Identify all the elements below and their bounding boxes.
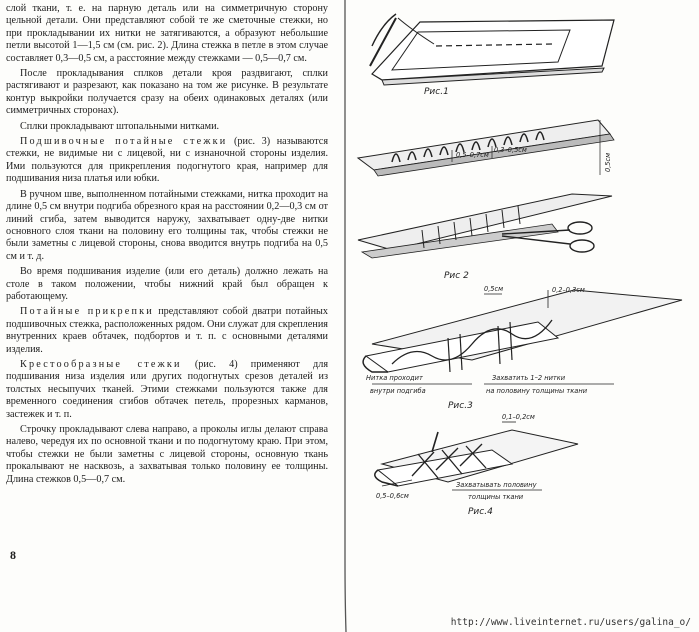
paragraph: После прокладывания сплков детали кроя раздвигают, сплки растягивают и разрезают, как показано на том же рисунке. В результате контур выкройки получается сразу на обеих одинаковых деталях (или симметричных сторонах).	[6, 68, 328, 117]
term: Подшивочные потайные стежки	[20, 136, 228, 148]
dimension-label: 0,1–0,2см	[502, 413, 535, 421]
figure-4	[352, 410, 698, 524]
paragraph: Во время подшивания изделие (или его деталь) должно лежать на столе в таком положении, чтобы нижний край был обращен к работающему.	[6, 266, 328, 302]
paragraph	[6, 306, 328, 356]
figure-2	[352, 100, 698, 290]
annotation: Нитка проходит	[366, 373, 423, 382]
annotation: толщины ткани	[468, 492, 524, 501]
paragraph: слой ткани, т. е. на парную деталь или на симметричную сторону цельной детали. Они представляют собой те же сметочные стежки, но при прокладывании их нитки не затягиваются, а образуют небольшие петли высотой 1—1,5 см (см. рис. 2). Длина стежка в петле в этом случае составляет 0,3—0,5 см, а расстояние между стежками — 0,5—0,7 см.	[6, 3, 328, 64]
paragraph-text: представляют собой дватри потайных подшивочных стежка, расположенных рядом. Они служат для скрепления внутренних краев обтачек, подбортов и т. п. с основными деталями изделия.	[6, 306, 328, 355]
term: Потайные прикрепки	[20, 306, 154, 318]
dimension-label: 0,5см	[604, 152, 612, 172]
paragraph: Строчку прокладывают слева направо, а проколы иглы делают справа налево, чередуя их по основной ткани и по подогнутому краю. При этом, чтобы стежки не были заметны с лицевой стороны, основную ткань прокалывают не насквозь, а захватывая только половину ее толщины. Длина стежков 0,5—0,7 см.	[6, 424, 328, 485]
paragraph: Сплки прокладывают штопальными нитками.	[20, 120, 220, 132]
paragraph-text: (рис. 3) называются стежки, не видимые ни с лицевой, ни с изнаночной стороны изделия. Ими пользуются для прикрепления подогнутого края, например для подшивания низа платья или юбки.	[6, 136, 329, 185]
paragraph: В ручном шве, выполненном потайными стежками, нитка проходит на длине 0,5 см внутри подгиба обрезного края на расстоянии 0,2—0,3 см от линий сгиба, затем выводится наружу, захватывает одну-две нитки основного слоя ткани на половину его толщины так, чтобы стежки не были заметны с лицевой стороны, снова вводится внутрь подгиба на 0,5 см и т. д.	[6, 188, 328, 262]
dimension-label: 0,3–0,5см	[494, 146, 527, 154]
paragraph-text: (рис. 4) применяют для подшивания низа изделия или других подогнутых срезов деталей из толстых несыпучих тканей. Этими стежками пользуются также для временного соединения сгибов обтачек петель, прорезных карманов, застежек и т. п.	[6, 358, 329, 420]
dimension-label: 0,2–0,3см	[552, 286, 585, 294]
dimension-label: 0,5–0,7см	[456, 151, 489, 159]
page-number: 8	[10, 548, 16, 562]
annotation: на половину толщины ткани	[486, 386, 588, 395]
figure-caption: Рис.4	[468, 507, 493, 517]
figure-caption: Рис.1	[424, 87, 449, 97]
dimension-label: 0,5–0,6см	[376, 492, 409, 500]
figure-caption: Рис.3	[448, 401, 473, 411]
page-fold	[340, 0, 350, 632]
figure-1	[352, 6, 698, 98]
watermark-url: http://www.liveinternet.ru/users/galina_o/	[450, 617, 691, 628]
term: Крестообразные стежки	[20, 358, 182, 370]
paragraph	[6, 136, 328, 186]
paragraph	[6, 359, 328, 421]
annotation: внутри подгиба	[370, 386, 426, 395]
annotation: Захватывать половину	[456, 480, 537, 489]
annotation: Захватить 1–2 нитки	[492, 373, 566, 382]
text-column	[6, 3, 328, 489]
illustrations-column	[352, 0, 698, 632]
figure-3	[352, 280, 698, 412]
dimension-label: 0,5см	[484, 285, 504, 293]
figure-caption: Рис 2	[444, 271, 469, 281]
